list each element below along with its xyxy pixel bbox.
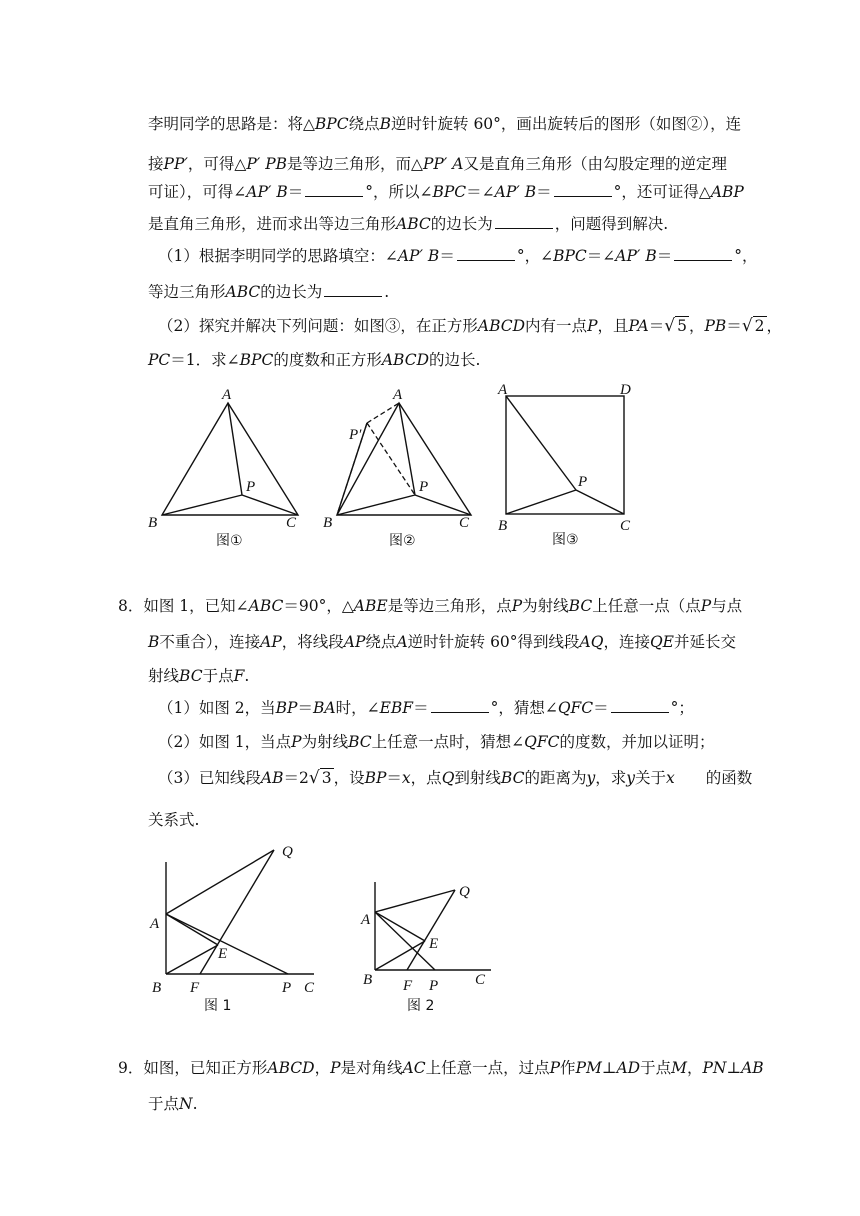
segment-be xyxy=(375,941,425,970)
p7-figure-2 xyxy=(315,385,485,555)
label-b: B xyxy=(363,972,373,988)
segment-ap xyxy=(228,403,242,495)
label-c: C xyxy=(304,980,315,996)
sqrt-expression: √ 2 xyxy=(741,316,765,336)
figure-caption: 图 2 xyxy=(407,998,435,1014)
segment-be xyxy=(166,945,218,974)
label-p: P xyxy=(578,474,588,490)
p8-line-2: B不重合），连接AP，将线段AP绕点A逆时针旋转 60°得到线段AQ，连接QE并延长交 xyxy=(148,633,737,651)
square-abcd xyxy=(506,396,624,514)
segment-cp xyxy=(242,495,298,515)
answer-blank xyxy=(674,246,732,261)
label-e: E xyxy=(218,946,228,962)
p8-figure-1 xyxy=(140,832,330,1016)
segment-cp xyxy=(415,495,471,515)
label-p-prime: P′ xyxy=(349,427,362,443)
label-p: P xyxy=(246,479,256,495)
segment-bp xyxy=(162,495,242,515)
label-q: Q xyxy=(459,884,470,900)
segment-aq xyxy=(166,850,274,914)
sqrt-expression: √ 3 xyxy=(308,768,332,788)
answer-blank xyxy=(431,698,489,713)
label-e: E xyxy=(429,936,439,952)
segment-ap xyxy=(166,914,288,974)
segment-ap xyxy=(506,396,576,490)
label-b: B xyxy=(498,518,508,534)
label-p: P xyxy=(429,978,439,994)
p7-figure-1 xyxy=(140,385,310,555)
label-p: P xyxy=(282,980,292,996)
label-b: B xyxy=(152,980,162,996)
p7-question-2b: PC＝1．求∠BPC的度数和正方形ABCD的边长. xyxy=(148,351,481,369)
answer-blank xyxy=(324,282,382,297)
sqrt-expression: √ 5 xyxy=(664,316,687,336)
p9-line-2: 于点N. xyxy=(148,1095,198,1113)
answer-blank xyxy=(457,246,515,261)
label-c: C xyxy=(459,515,470,531)
figure-caption: 图 1 xyxy=(204,998,232,1014)
segment-cp xyxy=(576,490,624,514)
p8-question-3: （3）已知线段AB＝2√ 3 ，设BP＝x，点Q到射线BC的距离为y，求y关于x 的函数 xyxy=(158,768,753,788)
label-f: F xyxy=(190,980,200,996)
p8-figure-2 xyxy=(355,874,505,1016)
figure-caption: 图③ xyxy=(552,532,579,548)
p8-question-2: （2）如图 1，当点P为射线BC上任意一点时，猜想∠QFC的度数，并加以证明； xyxy=(158,733,715,751)
dashed-pp-prime xyxy=(367,423,415,495)
segment-ap xyxy=(375,912,435,970)
label-f: F xyxy=(403,978,413,994)
segment-bp xyxy=(337,495,415,515)
label-d: D xyxy=(620,382,631,398)
p8-question-1: （1）如图 2，当BP＝BA时，∠EBF＝ °，猜想∠QFC＝ °； xyxy=(158,699,694,717)
label-p: P xyxy=(419,479,429,495)
label-a: A xyxy=(222,387,232,403)
label-a: A xyxy=(393,387,403,403)
label-b: B xyxy=(148,515,158,531)
label-c: C xyxy=(286,515,297,531)
p8-line-3: 射线BC于点F. xyxy=(148,667,250,685)
p8-line-1: 8．如图 1，已知∠ABC＝90°，△ABE是等边三角形，点P为射线BC上任意一点（点P与点 xyxy=(118,597,743,615)
answer-blank xyxy=(611,698,669,713)
segment-qf xyxy=(200,850,274,974)
p7-line-1: 李明同学的思路是：将△BPC绕点B逆时针旋转 60°，画出旋转后的图形（如图②），连 xyxy=(148,115,742,133)
p7-line-4: 是直角三角形，进而求出等边三角形ABC的边长为 ，问题得到解决. xyxy=(148,215,669,233)
p7-figure-3 xyxy=(492,378,642,556)
label-a: A xyxy=(361,912,371,928)
label-q: Q xyxy=(282,844,293,860)
figure-caption: 图① xyxy=(216,533,243,549)
p7-question-1: （1）根据李明同学的思路填空：∠AP′ B＝ °，∠BPC＝∠AP′ B＝ °， xyxy=(158,247,758,265)
label-b: B xyxy=(323,515,333,531)
p7-line-2: 接PP′，可得△P′ PB是等边三角形，而△PP′ A又是直角三角形（由勾股定理的逆定理 xyxy=(148,155,727,173)
p7-line-3: 可证），可得∠AP′ B＝ °，所以∠BPC＝∠AP′ B＝ °，还可证得△ABP xyxy=(148,183,744,201)
p7-question-2: （2）探究并解决下列问题：如图③，在正方形ABCD内有一点P，且PA＝√ 5 ，PB＝√ 2 ， xyxy=(158,316,783,336)
segment-ae xyxy=(166,914,218,945)
segment-ap xyxy=(399,403,415,495)
p7-question-1b: 等边三角形ABC的边长为 . xyxy=(148,283,390,301)
label-c: C xyxy=(475,972,486,988)
p9-line-1: 9．如图，已知正方形ABCD，P是对角线AC上任意一点，过点P作PM⊥AD于点M，PN⊥AB xyxy=(118,1059,764,1077)
label-a: A xyxy=(498,382,508,398)
figure-caption: 图② xyxy=(389,533,416,549)
answer-blank xyxy=(495,214,553,229)
answer-blank xyxy=(305,182,363,197)
answer-blank xyxy=(554,182,612,197)
segment-bp xyxy=(506,490,576,514)
label-a: A xyxy=(150,916,160,932)
p8-question-3b: 关系式. xyxy=(148,811,200,829)
segment-qf xyxy=(407,890,455,970)
label-c: C xyxy=(620,518,631,534)
